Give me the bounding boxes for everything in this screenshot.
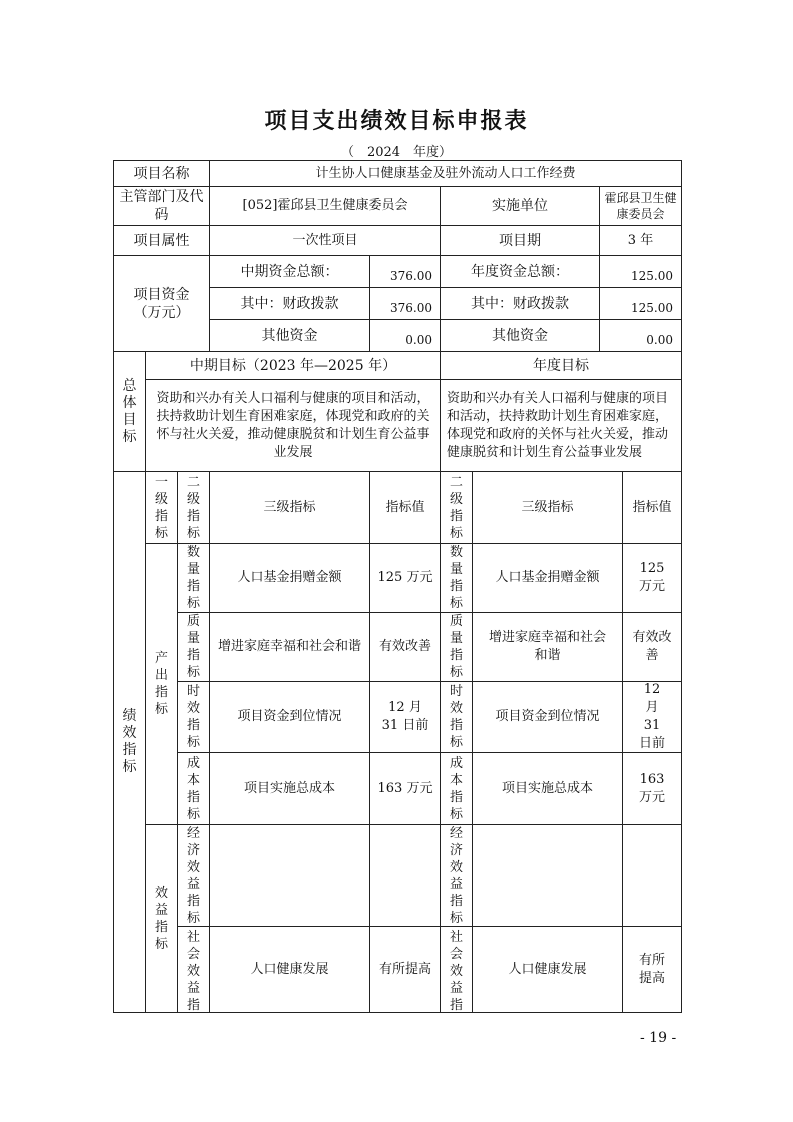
indicator-value: 有所提高 xyxy=(622,926,682,1013)
indicator-value: 163 万元 xyxy=(622,752,682,825)
indicator-l3: 人口健康发展 xyxy=(209,926,370,1013)
indicator-value: 125 万元 xyxy=(622,543,682,613)
year-goal-text: 资助和兴办有关人口福利与健康的项目和活动，扶持救助计划生育困难家庭，体现党和政府的关怀与社火关爱，推动健康脱贫和计划生育公益事业发展 xyxy=(440,379,682,472)
period-value: 3 年 xyxy=(599,225,682,256)
indicator-value xyxy=(622,824,682,927)
mid-goal-header: 中期目标（2023 年—2025 年） xyxy=(145,351,441,380)
dept-label: 主管部门及代码 xyxy=(113,186,210,226)
indicator-l3: 人口健康发展 xyxy=(472,926,623,1013)
page-number: - 19 - xyxy=(640,1030,677,1046)
indicator-l2: 经济效益指标 xyxy=(440,824,473,927)
funds-label: 项目资金（万元） xyxy=(113,255,210,352)
indicator-value: 12 月 31 日前 xyxy=(369,681,441,753)
indicator-l3: 项目实施总成本 xyxy=(209,752,370,825)
indicator-value: 有效改善 xyxy=(369,612,441,682)
project-name-label: 项目名称 xyxy=(113,160,210,187)
year-line: （ 2024 年度） xyxy=(340,145,453,160)
indicator-l3: 项目资金到位情况 xyxy=(472,681,623,753)
indicator-l3: 项目实施总成本 xyxy=(472,752,623,825)
indicator-l2: 经济效益指标 xyxy=(177,824,210,927)
mid-other-value: 0.00 xyxy=(369,319,441,352)
year-fiscal-label: 其中：财政拨款 xyxy=(440,287,600,320)
mid-fiscal-value: 376.00 xyxy=(369,287,441,320)
page-title: 项目支出绩效目标申报表 xyxy=(264,108,529,134)
indicator-value: 有效改善 xyxy=(622,612,682,682)
benefit-indicators-label: 效益指标 xyxy=(145,824,178,1013)
period-label: 项目期 xyxy=(440,225,600,256)
performance-table xyxy=(113,160,682,1013)
indicator-l3: 人口基金捐赠金额 xyxy=(472,543,623,613)
indicator-l2: 时效指标 xyxy=(177,681,210,753)
indicator-l2: 数量指标 xyxy=(440,543,473,613)
impl-label: 实施单位 xyxy=(440,186,600,226)
indicator-l2: 社会效益指 xyxy=(177,926,210,1013)
col-value-header-mid: 指标值 xyxy=(369,471,441,544)
indicator-l3: 增进家庭幸福和社会和谐 xyxy=(472,612,623,682)
indicator-value: 163 万元 xyxy=(369,752,441,825)
indicator-l2: 质量指标 xyxy=(177,612,210,682)
indicator-l3: 项目资金到位情况 xyxy=(209,681,370,753)
indicator-l2: 数量指标 xyxy=(177,543,210,613)
indicator-value xyxy=(369,824,441,927)
goals-label: 总体目标 xyxy=(113,351,146,472)
indicator-l2: 时效指标 xyxy=(440,681,473,753)
indicator-l3: 人口基金捐赠金额 xyxy=(209,543,370,613)
indicator-l2: 成本指标 xyxy=(177,752,210,825)
mid-other-label: 其他资金 xyxy=(209,319,370,352)
col-value-header-year: 指标值 xyxy=(622,471,682,544)
year-total-value: 125.00 xyxy=(599,255,682,288)
attr-label: 项目属性 xyxy=(113,225,210,256)
indicator-value: 12 月 31 日前 xyxy=(622,681,682,753)
dept-value: [052]霍邱县卫生健康委员会 xyxy=(209,186,441,226)
indicator-value: 125 万元 xyxy=(369,543,441,613)
indicator-l2: 社会效益指 xyxy=(440,926,473,1013)
impl-value: 霍邱县卫生健康委员会 xyxy=(599,186,682,226)
year-fiscal-value: 125.00 xyxy=(599,287,682,320)
indicator-l3 xyxy=(472,824,623,927)
indicator-l2: 质量指标 xyxy=(440,612,473,682)
project-name: 计生协人口健康基金及驻外流动人口工作经费 xyxy=(209,160,682,187)
attr-value: 一次性项目 xyxy=(209,225,441,256)
year-other-value: 0.00 xyxy=(599,319,682,352)
year-other-label: 其他资金 xyxy=(440,319,600,352)
perf-label: 绩效指标 xyxy=(113,471,146,1013)
year-total-label: 年度资金总额： xyxy=(440,255,600,288)
col-level2-header-mid: 二级指标 xyxy=(177,471,210,544)
mid-fiscal-label: 其中：财政拨款 xyxy=(209,287,370,320)
year-goal-header: 年度目标 xyxy=(440,351,682,380)
col-level1-header: 一级指标 xyxy=(145,471,178,544)
indicator-l3: 增进家庭幸福和社会和谐 xyxy=(209,612,370,682)
indicator-l2: 成本指标 xyxy=(440,752,473,825)
col-level2-header-year: 二级指标 xyxy=(440,471,473,544)
mid-total-value: 376.00 xyxy=(369,255,441,288)
indicator-value: 有所提高 xyxy=(369,926,441,1013)
output-indicators-label: 产出指标 xyxy=(145,543,178,825)
col-level3-header-year: 三级指标 xyxy=(472,471,623,544)
col-level3-header-mid: 三级指标 xyxy=(209,471,370,544)
mid-goal-text: 资助和兴办有关人口福利与健康的项目和活动，扶持救助计划生育困难家庭，体现党和政府的关怀与社火关爱，推动健康脱贫和计划生育公益事业发展 xyxy=(145,379,441,472)
indicator-l3 xyxy=(209,824,370,927)
mid-total-label: 中期资金总额： xyxy=(209,255,370,288)
